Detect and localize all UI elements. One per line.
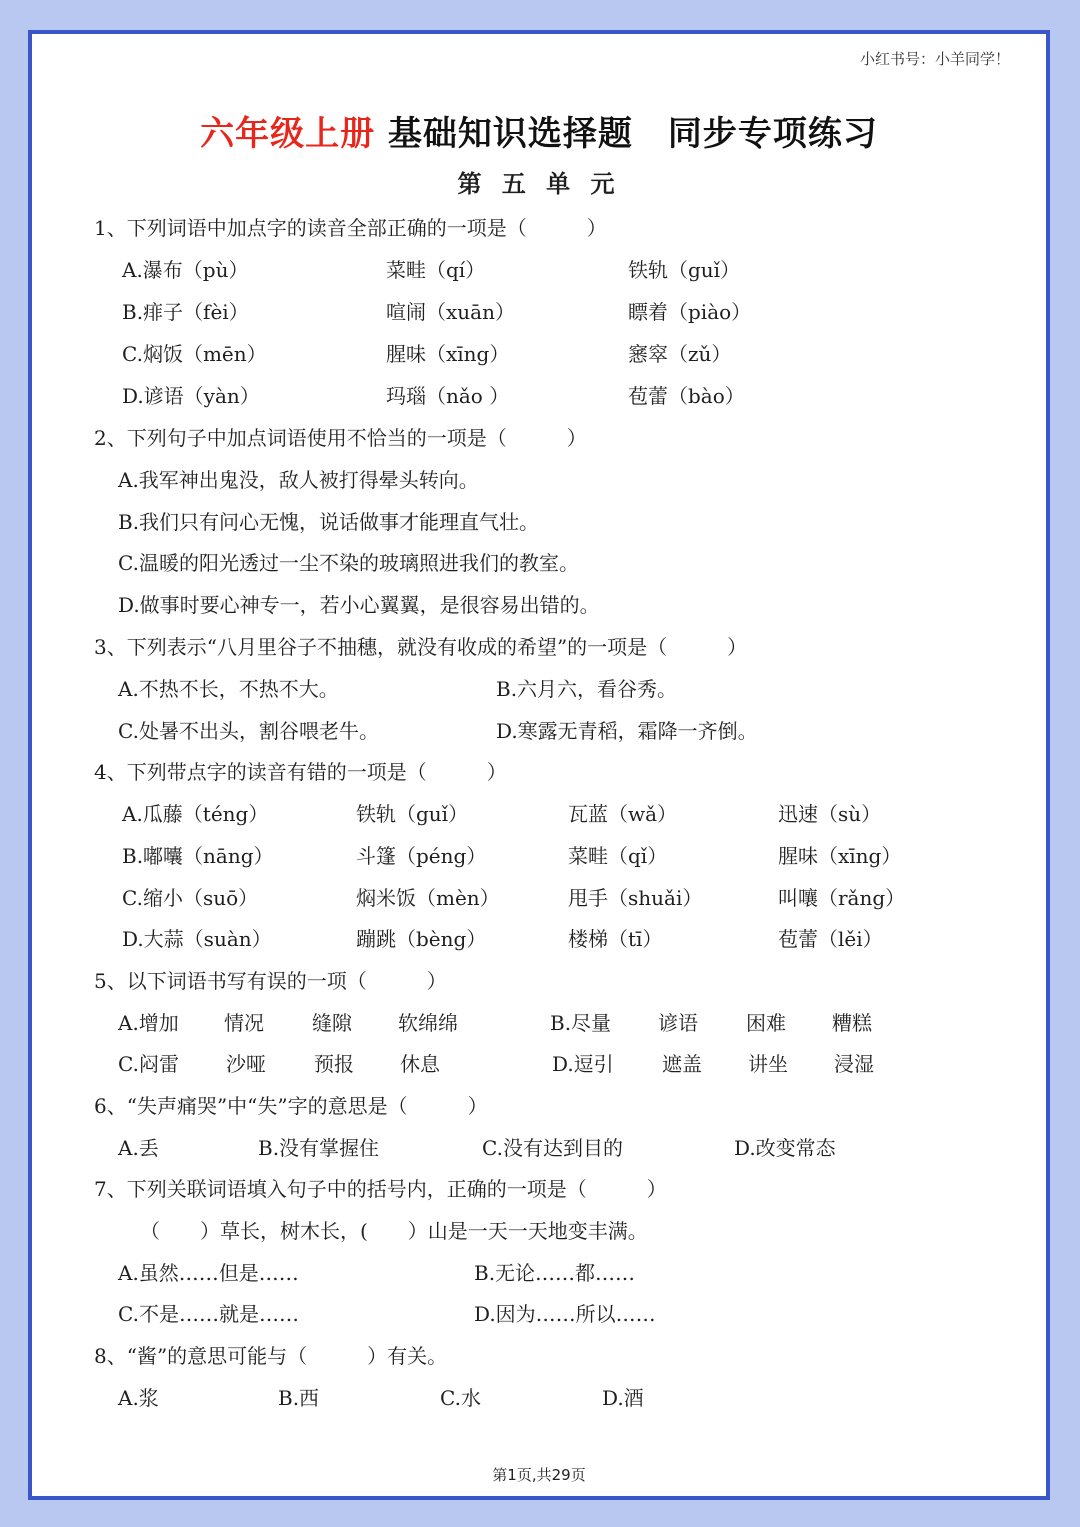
title-grade: 六年级上册: [200, 114, 376, 154]
question-7-stem: 7、下列关联词语填入句子中的括号内，正确的一项是（ ）: [94, 1177, 667, 1201]
q4-option: 迅速（sù）: [778, 802, 882, 826]
q7-option: B.无论……都……: [474, 1261, 636, 1285]
q7-option: D.因为……所以……: [474, 1302, 656, 1326]
q2-option: C.温暖的阳光透过一尘不染的玻璃照进我们的教室。: [118, 551, 579, 575]
question-2-stem: 2、下列句子中加点词语使用不恰当的一项是（ ）: [94, 426, 587, 450]
q8-option: D.酒: [602, 1386, 644, 1410]
q5-word: 休息: [400, 1052, 440, 1076]
q4-option: B.嘟囔（nāng）: [122, 844, 274, 868]
worksheet-page: [28, 30, 1050, 1500]
q2-option: A.我军神出鬼没，敌人被打得晕头转向。: [118, 468, 479, 492]
q7-sentence: （ ）草长，树木长，( ）山是一天一天地变丰满。: [140, 1219, 648, 1243]
q4-option: 瓦蓝（wǎ）: [568, 802, 678, 826]
q4-option: D.大蒜（suàn）: [122, 927, 272, 951]
q4-option: 苞蕾（lěi）: [778, 927, 883, 951]
q4-option: 焖米饭（mèn）: [356, 886, 500, 910]
q5-word: 浸湿: [834, 1052, 874, 1076]
q7-option: C.不是……就是……: [118, 1302, 299, 1326]
q5-word: 预报: [314, 1052, 354, 1076]
q5-word: 沙哑: [226, 1052, 266, 1076]
q4-option: 腥味（xīng）: [778, 844, 902, 868]
q4-option: 铁轨（guǐ）: [356, 802, 469, 826]
q5-word: 遮盖: [662, 1052, 702, 1076]
unit-heading: 第 五 单 元: [457, 170, 621, 198]
q5-word: 讲坐: [748, 1052, 788, 1076]
q2-option: D.做事时要心神专一，若小心翼翼，是很容易出错的。: [118, 593, 600, 617]
q1-option: 铁轨（guǐ）: [628, 258, 741, 282]
account-tag: 小红书号：小羊同学！: [859, 50, 1010, 68]
q5-word: D.逗引: [552, 1052, 614, 1076]
q1-option: 窸窣（zǔ）: [628, 342, 732, 366]
q1-option: C.焖饭（mēn）: [122, 342, 267, 366]
q1-option: D.谚语（yàn）: [122, 384, 260, 408]
q8-option: A.浆: [118, 1386, 159, 1410]
q4-option: 菜畦（qǐ）: [568, 844, 668, 868]
q3-option: D.寒露无青稻，霜降一齐倒。: [496, 719, 758, 743]
q1-option: 菜畦（qí）: [386, 258, 486, 282]
q1-option: 瞟着（piào）: [628, 300, 752, 324]
q3-option: A.不热不长，不热不大。: [118, 677, 339, 701]
question-5-stem: 5、以下词语书写有误的一项（ ）: [94, 969, 447, 993]
question-8-stem: 8、“酱”的意思可能与（ ）有关。: [94, 1344, 448, 1368]
q4-option: 甩手（shuǎi）: [568, 886, 703, 910]
q1-option: 玛瑙（nǎo ）: [386, 384, 510, 408]
q5-word: A.增加: [118, 1011, 179, 1035]
q8-option: C.水: [440, 1386, 481, 1410]
question-6-stem: 6、“失声痛哭”中“失”字的意思是（ ）: [94, 1094, 488, 1118]
q4-option: A.瓜藤（téng）: [122, 802, 269, 826]
q2-option: B.我们只有问心无愧，说话做事才能理直气壮。: [118, 510, 540, 534]
q4-option: 楼梯（tī）: [568, 927, 663, 951]
q4-option: C.缩小（suō）: [122, 886, 259, 910]
q1-option: A.瀑布（pù）: [122, 258, 249, 282]
q6-option: A.丢: [118, 1136, 159, 1160]
q5-word: B.尽量: [550, 1011, 612, 1035]
q1-option: 喧闹（xuān）: [386, 300, 515, 324]
q4-option: 斗篷（péng）: [356, 844, 487, 868]
q7-option: A.虽然……但是……: [118, 1261, 299, 1285]
q5-word: 困难: [746, 1011, 786, 1035]
title-subject: 基础知识选择题 同步专项练习: [375, 114, 878, 154]
q5-word: 软绵绵: [398, 1011, 458, 1035]
q1-option: 腥味（xīng）: [386, 342, 510, 366]
q6-option: C.没有达到目的: [482, 1136, 623, 1160]
q5-word: 情况: [224, 1011, 264, 1035]
q6-option: B.没有掌握住: [258, 1136, 380, 1160]
question-4-stem: 4、下列带点字的读音有错的一项是（ ）: [94, 760, 507, 784]
q1-option: B.痱子（fèi）: [122, 300, 249, 324]
q3-option: C.处暑不出头，割谷喂老牛。: [118, 719, 379, 743]
q8-option: B.西: [278, 1386, 320, 1410]
q1-option: 苞蕾（bào）: [628, 384, 745, 408]
q5-word: 糟糕: [832, 1011, 872, 1035]
q4-option: 叫嚷（rǎng）: [778, 886, 906, 910]
q6-option: D.改变常态: [734, 1136, 836, 1160]
q4-option: 蹦跳（bèng）: [356, 927, 487, 951]
q3-option: B.六月六，看谷秀。: [496, 677, 678, 701]
question-1-stem: 1、下列词语中加点字的读音全部正确的一项是（ ）: [94, 216, 607, 240]
page-number: 第1页,共29页: [492, 1466, 586, 1484]
page-title: [32, 106, 1046, 155]
q5-word: 缝隙: [312, 1011, 352, 1035]
q5-word: C.闷雷: [118, 1052, 179, 1076]
q5-word: 谚语: [658, 1011, 698, 1035]
question-3-stem: 3、下列表示“八月里谷子不抽穗，就没有收成的希望”的一项是（ ）: [94, 635, 748, 659]
